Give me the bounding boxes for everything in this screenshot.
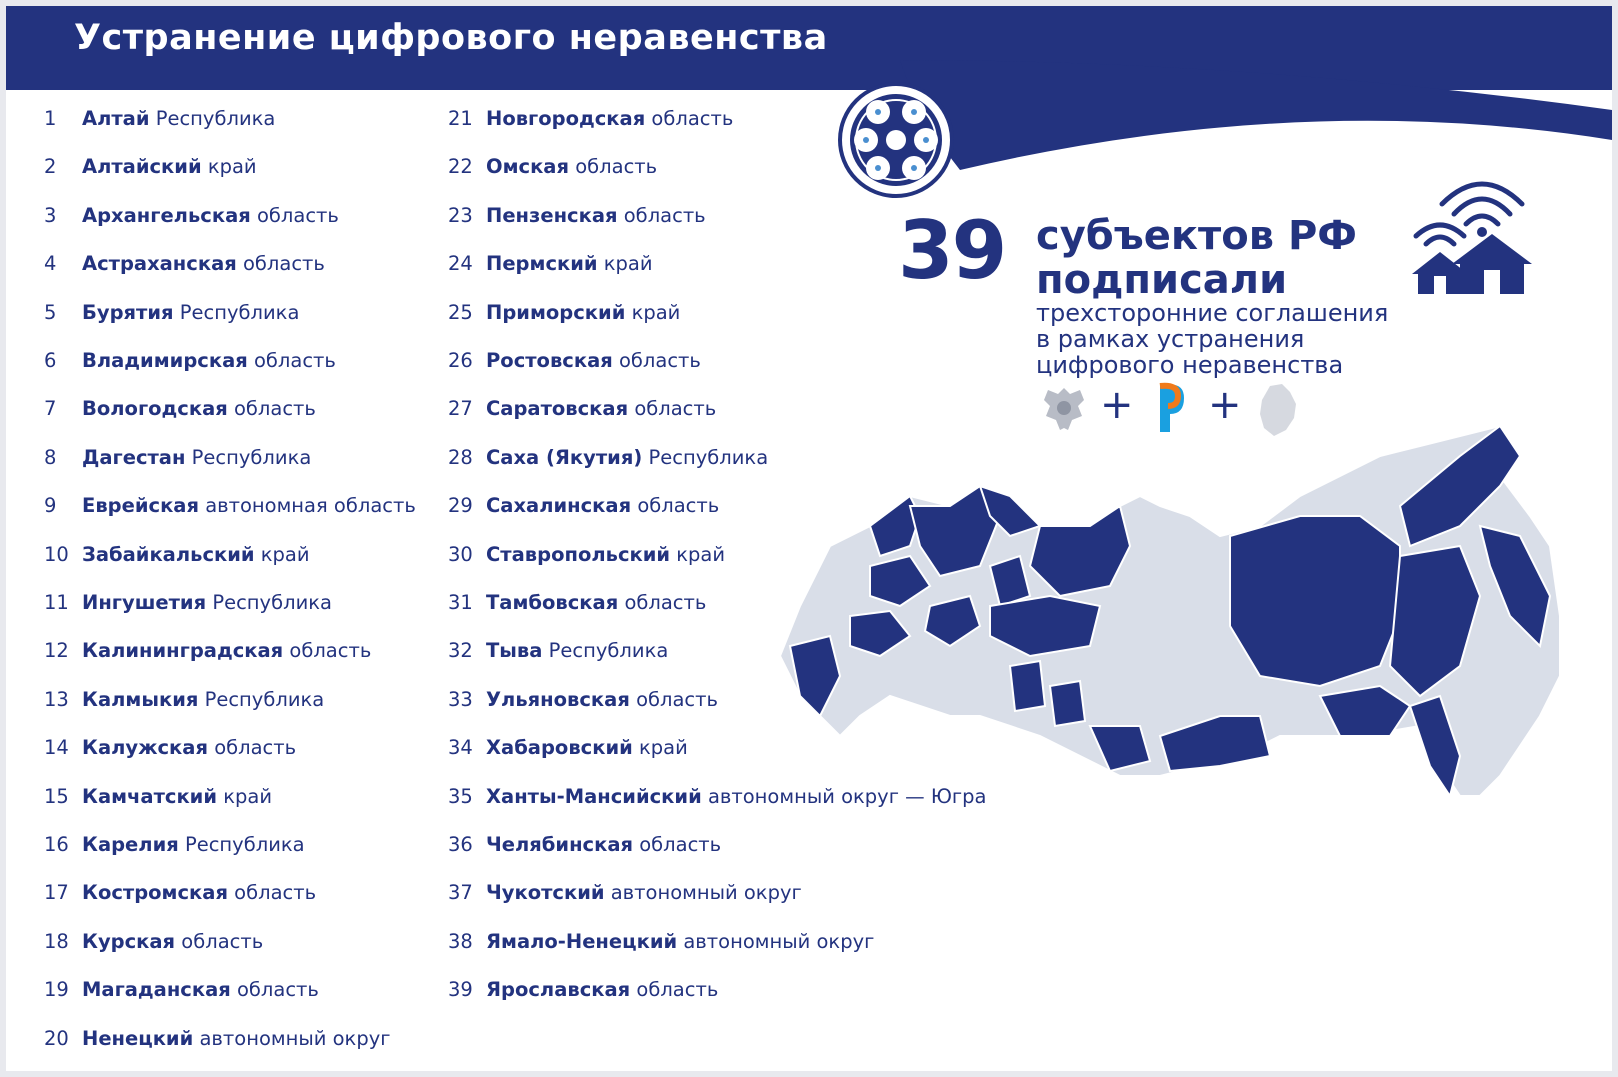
region-name: Ямало-Ненецкий [486,929,678,953]
region-number: 34 [448,736,473,760]
region-type: Республика [212,591,332,614]
region-name: Ставропольский [486,542,671,566]
region-number: 18 [44,929,69,953]
subheadline-line-2: в рамках устранения [1036,325,1305,353]
region-type: край [207,155,257,179]
region-row [44,443,311,473]
region-type: область [637,494,720,518]
region-type: край [639,736,688,760]
region-row [44,927,263,957]
region-row [44,975,319,1005]
region-number: 13 [44,687,69,711]
region-row [44,830,305,860]
region-row [448,927,874,957]
region-name: Карелия [82,833,179,856]
region-name: Архангельская [82,203,251,227]
region-name: Ульяновская [486,687,630,711]
region-row [448,491,719,521]
region-name: Забайкальский [82,542,255,566]
region-row [448,878,802,908]
region-name: Еврейская [82,494,199,518]
region-type: область [636,978,719,1002]
region-number: 5 [44,300,57,324]
region-name: Бурятия [82,300,174,324]
region-row [44,346,336,376]
region-type: область [639,833,722,856]
region-number: 29 [448,494,473,518]
region-number: 32 [448,639,473,663]
region-row [44,733,296,763]
region-row [44,491,416,521]
region-row [448,249,653,279]
headline-line-2: подписали [1036,257,1288,303]
region-name: Тамбовская [486,591,619,614]
plus-sign-1: + [1100,382,1134,428]
region-number: 8 [44,445,57,469]
region-type: область [634,397,717,421]
region-name: Омская [486,155,569,179]
region-name: Челябинская [486,833,634,856]
region-name: Вологодская [82,397,228,421]
region-type: край [631,300,681,324]
region-type: область [651,107,734,130]
region-name: Курская [82,929,176,953]
region-row [44,636,371,666]
region-name: Калмыкия [82,687,199,711]
region-number: 6 [44,349,57,372]
region-type: область [256,203,339,227]
region-type: область [575,155,658,179]
region-type: Республика [648,445,769,469]
region-number: 36 [448,833,473,856]
region-type: область [289,639,372,663]
page-title: Устранение цифрового неравенства [74,18,828,58]
region-row [448,443,768,473]
region-number: 3 [44,203,57,227]
region-name: Астраханская [82,252,237,276]
region-row [448,588,706,618]
headline-line-1: субъектов РФ [1036,213,1357,259]
region-type: область [214,736,297,760]
region-name: Пензенская [486,203,618,227]
region-row [44,104,275,134]
region-row [44,685,324,715]
region-type: край [603,252,653,276]
region-type: область [618,349,701,372]
region-type: Республика [184,833,305,856]
region-row [44,1024,390,1054]
region-number: 17 [44,881,69,905]
region-type: область [181,929,264,953]
region-number: 26 [448,349,473,372]
region-number: 24 [448,252,473,276]
region-name: Магаданская [82,978,231,1002]
region-type: край [223,784,272,808]
region-row [448,394,716,424]
region-number: 35 [448,784,473,808]
region-type: область [234,881,317,905]
region-type: Республика [191,445,312,469]
signed-count: 39 [898,204,1006,297]
region-name: Новгородская [486,107,646,130]
region-type: область [253,349,336,372]
region-name: Саратовская [486,397,629,421]
region-row [448,540,725,570]
region-number: 28 [448,445,473,469]
region-type: область [233,397,316,421]
region-number: 7 [44,397,57,421]
region-row [44,878,316,908]
headline [1036,214,1357,302]
region-row [44,201,339,231]
region-number: 4 [44,252,57,276]
region-number: 15 [44,784,69,808]
region-name: Ростовская [486,349,613,372]
region-name: Чукотский [486,881,605,905]
region-number: 20 [44,1026,69,1050]
region-number: 16 [44,833,69,856]
region-number: 25 [448,300,473,324]
region-number: 11 [44,591,69,614]
plus-sign-2: + [1208,382,1242,428]
region-number: 33 [448,687,473,711]
region-name: Калужская [82,736,208,760]
region-type: область [636,687,719,711]
region-type: область [242,252,325,276]
region-number: 30 [448,542,473,566]
region-number: 21 [448,107,473,130]
region-type: край [676,542,726,566]
region-name: Дагестан [82,445,186,469]
region-row [448,830,721,860]
region-type: Республика [155,107,276,130]
region-row [448,636,668,666]
russia-map [760,416,1580,836]
region-type: область [236,978,319,1002]
region-number: 23 [448,203,473,227]
region-name: Костромская [82,881,228,905]
region-row [44,152,257,182]
region-type: автономный округ [683,929,875,953]
region-number: 14 [44,736,69,760]
region-type: область [623,203,706,227]
region-name: Владимирская [82,349,248,372]
region-name: Алтай [82,107,150,130]
region-number: 22 [448,155,473,179]
map-region-omsk [1050,681,1085,726]
wifi-houses-icon [1412,164,1542,304]
map-region-chelyabinsk [1010,661,1045,711]
region-type: край [260,542,310,566]
region-row [44,249,325,279]
region-row [44,782,272,812]
region-number: 12 [44,639,69,663]
region-name: Пермский [486,252,598,276]
region-row [448,298,680,328]
region-type: Республика [548,639,669,663]
region-row [448,685,718,715]
region-number: 39 [448,978,473,1002]
region-row [44,394,316,424]
region-type: автономный округ [199,1026,391,1050]
region-row [448,152,657,182]
map-region-yakutia [1230,516,1400,686]
subheadline-line-1: трехсторонние соглашения [1036,299,1389,327]
cable-cross-section-icon [836,80,956,200]
region-number: 9 [44,494,57,518]
region-type: область [624,591,707,614]
region-name: Камчатский [82,784,218,808]
region-name: Ярославская [486,978,631,1002]
subheadline-line-3: цифрового неравенства [1036,351,1344,379]
region-number: 38 [448,929,473,953]
region-type: автономный округ — Югра [707,784,987,808]
region-row [44,540,310,570]
region-row [448,201,706,231]
region-row [448,346,701,376]
region-number: 31 [448,591,473,614]
region-number: 27 [448,397,473,421]
region-number: 37 [448,881,473,905]
region-type: Республика [204,687,325,711]
region-name: Ненецкий [82,1026,194,1050]
region-name: Алтайский [82,155,202,179]
region-name: Ханты-Мансийский [486,784,702,808]
region-name: Калининградская [82,639,284,663]
subheadline [1036,300,1388,378]
region-type: Республика [179,300,300,324]
region-row [448,733,688,763]
region-number: 2 [44,155,57,179]
region-name: Хабаровский [486,736,633,760]
region-row [448,975,718,1005]
region-number: 1 [44,107,57,130]
region-name: Саха (Якутия) [486,445,643,469]
region-name: Приморский [486,300,626,324]
region-name: Сахалинская [486,494,632,518]
region-row [44,588,332,618]
region-type: автономная область [205,494,416,518]
region-row [44,298,299,328]
region-name: Тыва [486,639,543,663]
region-row [448,104,733,134]
region-type: автономный округ [610,881,802,905]
region-name: Ингушетия [82,591,207,614]
region-number: 19 [44,978,69,1002]
region-number: 10 [44,542,69,566]
